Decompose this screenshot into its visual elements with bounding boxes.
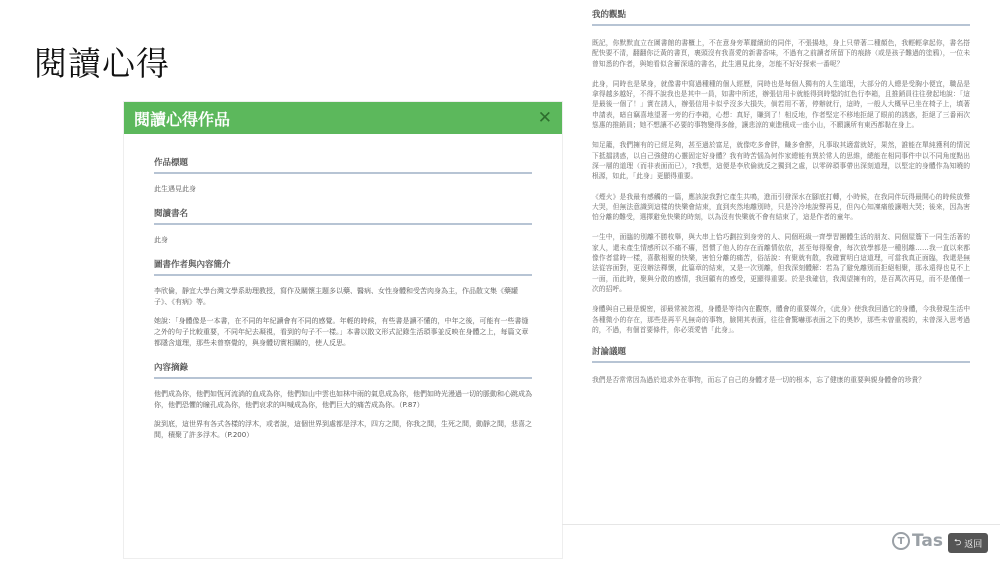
opinion-section-content xyxy=(592,38,970,335)
opinion-section-paragraph: 我們是否常常因為過於追求外在事物，而忘了自己的身體才是一切的根本，忘了健康的重要與親身體會的珍貴？ xyxy=(592,376,926,385)
brand-logo xyxy=(892,531,943,551)
card-section-heading: 內容摘錄 xyxy=(154,361,532,379)
card-section-paragraph: 她說：「身體像是一本書，在不同的年紀讀會有不同的感覺。年輕的時候，有些書是讀不懂的，中年之後，可能有一些書缝之外的句子比較重要，不同年紀去凝視，看到的句子不一樣。」本書以散文形式記錄生活瑣事並反映在身體之上，每篇文章都隱含道理，那些未曾察覺的，與身體切實相關的，使人反思。 xyxy=(154,317,529,347)
card-section-paragraph: 此身 xyxy=(154,236,168,244)
slide-title: 閱讀心得 xyxy=(34,44,170,83)
logo-text: Tas xyxy=(912,531,943,551)
opinion-section-paragraph: 《煙火》是我最有感觸的一篇，應該說我對它產生共鳴，進而引發深水在腳底打轉，小時候，在我同伴玩得最開心的時候放聲大哭，但無法意識到這樣的快樂會結束，直到夾然地離別時，只是冷冷地說聲再見，但內心知凜痛般讓咽大哭；後來，因為害怕分離的難受，選擇避免快樂的時刻，以為沒有快樂就不會有結束了，這是作者的童年。 xyxy=(592,192,970,222)
card-section-content xyxy=(154,184,532,195)
card-section-paragraph: 他們成為你，他們如恆河流淌的血成為你，他們如山中雲也如林中雨的氣息成為你，他們如時光漫過一切的脈動和心跳成為你，他們恐懼的瞳孔成為你，他們哀求的叫喊成為你，他們巨大的痛苦成為你。（P.87） xyxy=(154,390,532,409)
opinion-section-content xyxy=(592,375,970,385)
return-label: 返回 xyxy=(964,539,983,550)
opinion-section-paragraph: 知足籠，我們擁有的已經足夠，甚至過於富足，就像吃多會胖，賺多會醉，凡事取其適當就好，果然，誰能在單純獲利的情況下抵擋誘惑，以自己強健的心靈固定好身體？我有時苦惱為何作家總能有異於常人的思維，總能在相同事件中以不同角度點出深一層的道理（而非表面而已），?我想，這便是李欣倫就反之獨到之處，以零碎瑣事帶出深刻道理，以堅定的身體作為知曉的根源，如此，「此身」更顯得重要。 xyxy=(592,141,970,181)
card-section-heading: 閱讀書名 xyxy=(154,207,532,225)
card-section-content xyxy=(154,286,532,349)
reading-card xyxy=(123,101,563,559)
card-section-heading: 圖書作者與內容簡介 xyxy=(154,258,532,276)
card-section-paragraph: 說到底，這世界有各式各樣的浮木，或者說，這個世界到處都是浮木，四方之間，你我之間，生死之間，動靜之間，悲喜之間，積聚了許多浮木。（P.200） xyxy=(154,420,532,439)
opinion-panel xyxy=(592,8,970,395)
opinion-section-paragraph: 身體與自己最是親密，卻最常被忽視，身體是等待內在觀察，體會的重要媒介，《此身》使我我回過它的身體，今我發現生活中各種微小的存在，那些是再平凡無奇的事物，臉開其表面，往往會驚嚇那表面之下的奧妙，那些未曾重視的，未曾深入思考過的，不過，有個首要條件，你必須愛惜「此身」。 xyxy=(592,305,970,334)
card-title: 閱讀心得作品 xyxy=(134,109,231,129)
close-icon[interactable]: ✕ xyxy=(537,108,552,128)
opinion-section-heading: 我的觀點 xyxy=(592,8,970,26)
card-section-paragraph: 李欣倫，靜宜大學台灣文學系助理教授，寫作及關懷主題多以藥、醫病、女性身體和受苦肉身為主，作品散文集《藥罐子》、《有病》等。 xyxy=(154,287,518,306)
return-button[interactable] xyxy=(948,533,988,553)
opinion-section-paragraph: 一生中，面臨的別離不勝枚舉，與大串上恰巧劃拉到身旁的人、同個班級一齊學習團體生活的朋友、同個屋簷下一同生活著的家人，還未產生情感所以不痛不癢，習慣了他人的存在而離情依依，甚至每得聚會，每次放學都是一種別離……我一直以來都像作者當時一樣，喜歡相聚的快樂，害怕分離的痛苦，俗話說：有聚就有散，我確實明白這道理，可當我真正面臨，我還是無法從容面對，更沒辦法釋懷，此篇章的結束，又是一次別離，但我深刻體解：若為了避免離別而拒絕相聚，那永遠得也見不上一面，而此時，聚與分散的感情，我回顧有的感受，更顯得重要。於是我確信，我渴望擁有的，是百萬次再見，而不是僅僅一次的招呼。 xyxy=(592,233,970,293)
opinion-section-paragraph: 既記，你默默直立在圖書館的書櫃上，不在意身旁華麗繽紛的同伴，不張揚地，身上只帶著二種顏色，我輕輕拿起你，書名搭配快要不清，翻翻你泛黃的書頁，裏頭沒有我喜愛的新書香味，不過有之前讀者所留下的痕跡（或是孩子難過的塗鴉），一位未曾知悉的作者，與她看似含蓄深遠的書名，此生遇見此身，怎能不好好探索一番呢？ xyxy=(592,39,970,68)
opinion-section-heading: 討論議題 xyxy=(592,345,970,363)
logo-mark-icon: T xyxy=(892,532,910,550)
card-section-paragraph: 此生遇見此身 xyxy=(154,185,196,193)
card-header xyxy=(124,102,562,134)
return-arrow-icon: ⮌ xyxy=(954,538,962,548)
divider xyxy=(562,524,1000,525)
card-section-heading: 作品標題 xyxy=(154,156,532,174)
card-body xyxy=(124,134,562,441)
opinion-section-paragraph: 此身，同時也是眾身，就像書中寫過種種的個人經歷，同時也是每個人獨有的人生道理，大部分的人總是受胸小便宜，職品是拿得越多越好，不得不說我也是其中一員，如書中所述，辦張信用卡就能得到時髦的紅色行李箱，且推銷員往往發起地說：「這是最後一個了！」實在誘人，辦張信用卡似乎沒多大損失，倘若用不著，停辦就行，這時，一般人大概早已坐在椅子上，填著申請表，暗自竊喜地望著一旁的行李箱，心想：真好，賺到了！相反地，作者堅定不移地拒絕了眼前的誘惑，拒絕了三番兩次慫惠的推銷員；她不想讓不必要的事物變得多餘，讓悲涼的東進積成一座小山，不願讓所有東西都黏在身上。 xyxy=(592,79,970,130)
card-section-content xyxy=(154,235,532,246)
card-section-content xyxy=(154,389,532,441)
